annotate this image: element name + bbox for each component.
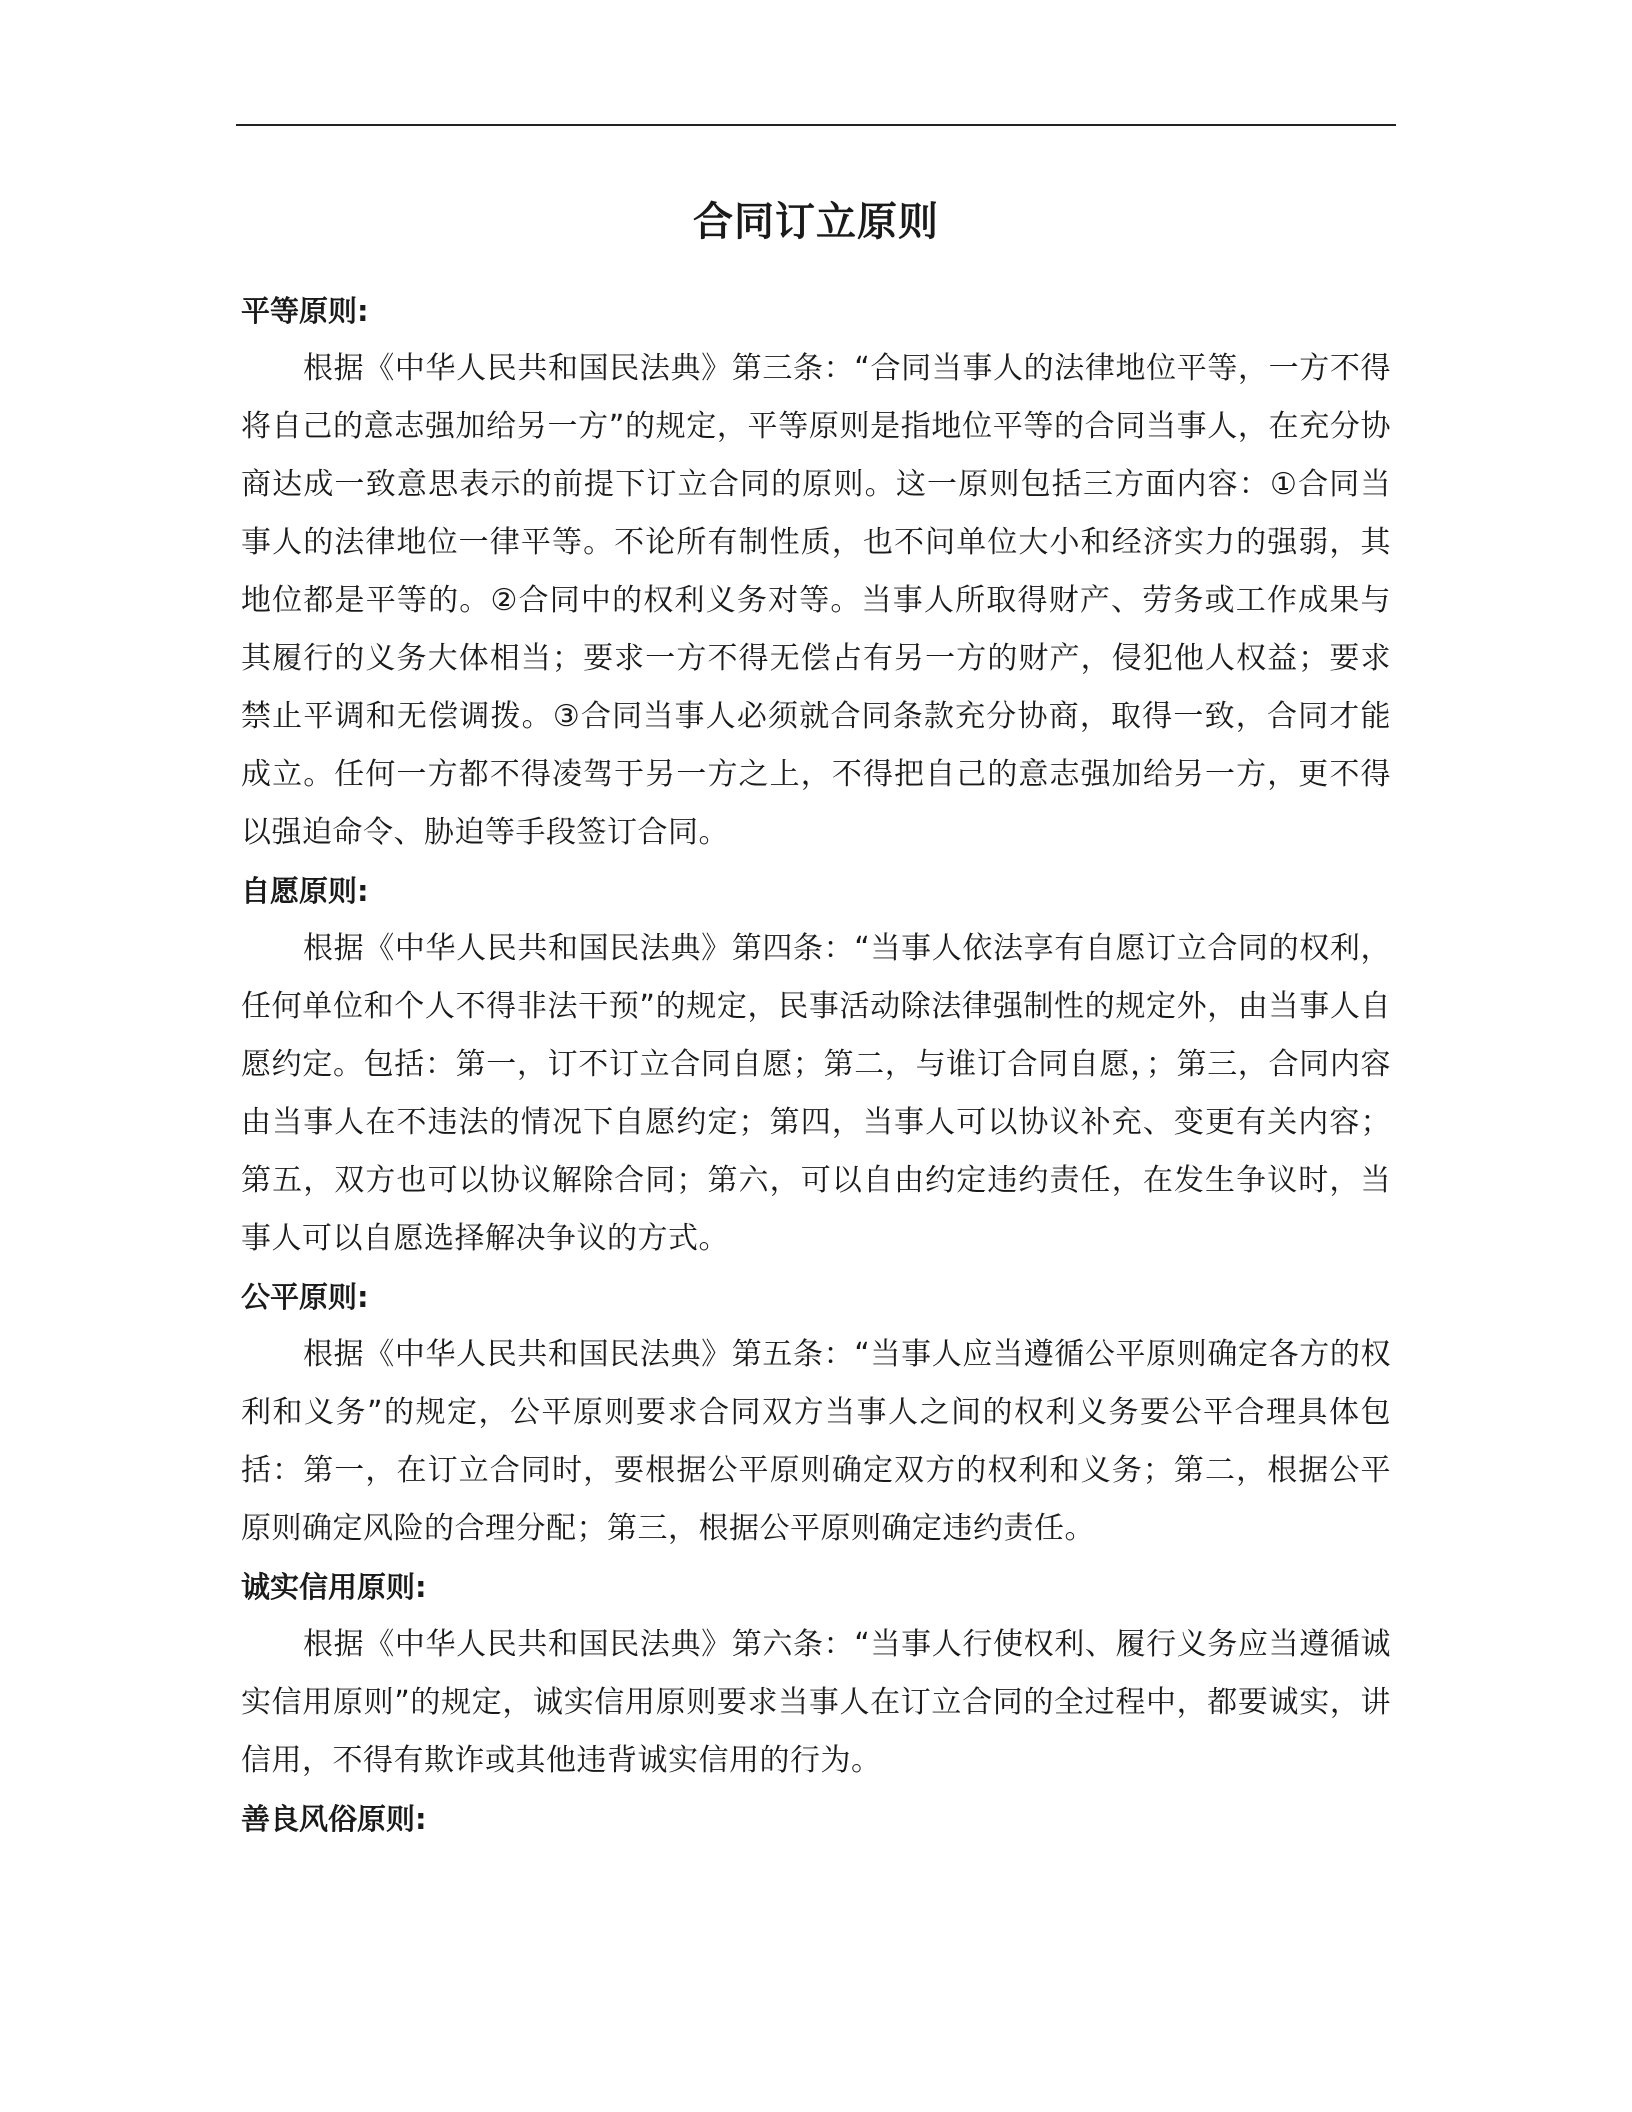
section-heading-voluntariness: 自愿原则: bbox=[241, 874, 369, 908]
section-heading-equality: 平等原则: bbox=[241, 294, 369, 328]
section-body-equality: 根据《中华人民共和国民法典》第三条：“合同当事人的法律地位平等，一方不得将自己的意志强加给另一方”的规定，平等原则是指地位平等的合同当事人，在充分协商达成一致意思表示的前提下订立合同的原则。这一原则包括三方面内容：①合同当事人的法律地位一律平等。不论所有制性质，也不问单位大小和经济实力的强弱，其地位都是平等的。②合同中的权利义务对等。当事人所取得财产、劳务或工作成果与其履行的义务大体相当；要求一方不得无偿占有另一方的财产，侵犯他人权益；要求禁止平调和无偿调拨。③合同当事人必须就合同条款充分协商，取得一致，合同才能成立。任何一方都不得凌驾于另一方之上，不得把自己的意志强加给另一方，更不得以强迫命令、胁迫等手段签订合同。 bbox=[241, 351, 1391, 850]
document-body bbox=[241, 192, 1391, 1848]
section-body-good-faith: 根据《中华人民共和国民法典》第六条：“当事人行使权利、履行义务应当遵循诚实信用原则”的规定，诚实信用原则要求当事人在订立合同的全过程中，都要诚实，讲信用，不得有欺诈或其他违背诚实信用的行为。 bbox=[241, 1627, 1391, 1778]
header-rule bbox=[236, 124, 1396, 126]
section-body-fairness: 根据《中华人民共和国民法典》第五条：“当事人应当遵循公平原则确定各方的权利和义务”的规定，公平原则要求合同双方当事人之间的权利义务要公平合理具体包括：第一，在订立合同时，要根据公平原则确定双方的权利和义务；第二，根据公平原则确定风险的合理分配；第三，根据公平原则确定违约责任。 bbox=[241, 1337, 1391, 1546]
section-heading-fairness: 公平原则: bbox=[241, 1280, 369, 1314]
section-heading-good-faith: 诚实信用原则: bbox=[241, 1570, 427, 1604]
document-title: 合同订立原则 bbox=[693, 199, 939, 245]
section-heading-public-order: 善良风俗原则: bbox=[241, 1802, 427, 1836]
section-body-voluntariness: 根据《中华人民共和国民法典》第四条：“当事人依法享有自愿订立合同的权利，任何单位和个人不得非法干预”的规定，民事活动除法律强制性的规定外，由当事人自愿约定。包括：第一，订不订立合同自愿；第二，与谁订合同自愿，；第三，合同内容由当事人在不违法的情况下自愿约定；第四，当事人可以协议补充、变更有关内容；第五，双方也可以协议解除合同；第六，可以自由约定违约责任，在发生争议时，当事人可以自愿选择解决争议的方式。 bbox=[241, 931, 1391, 1256]
